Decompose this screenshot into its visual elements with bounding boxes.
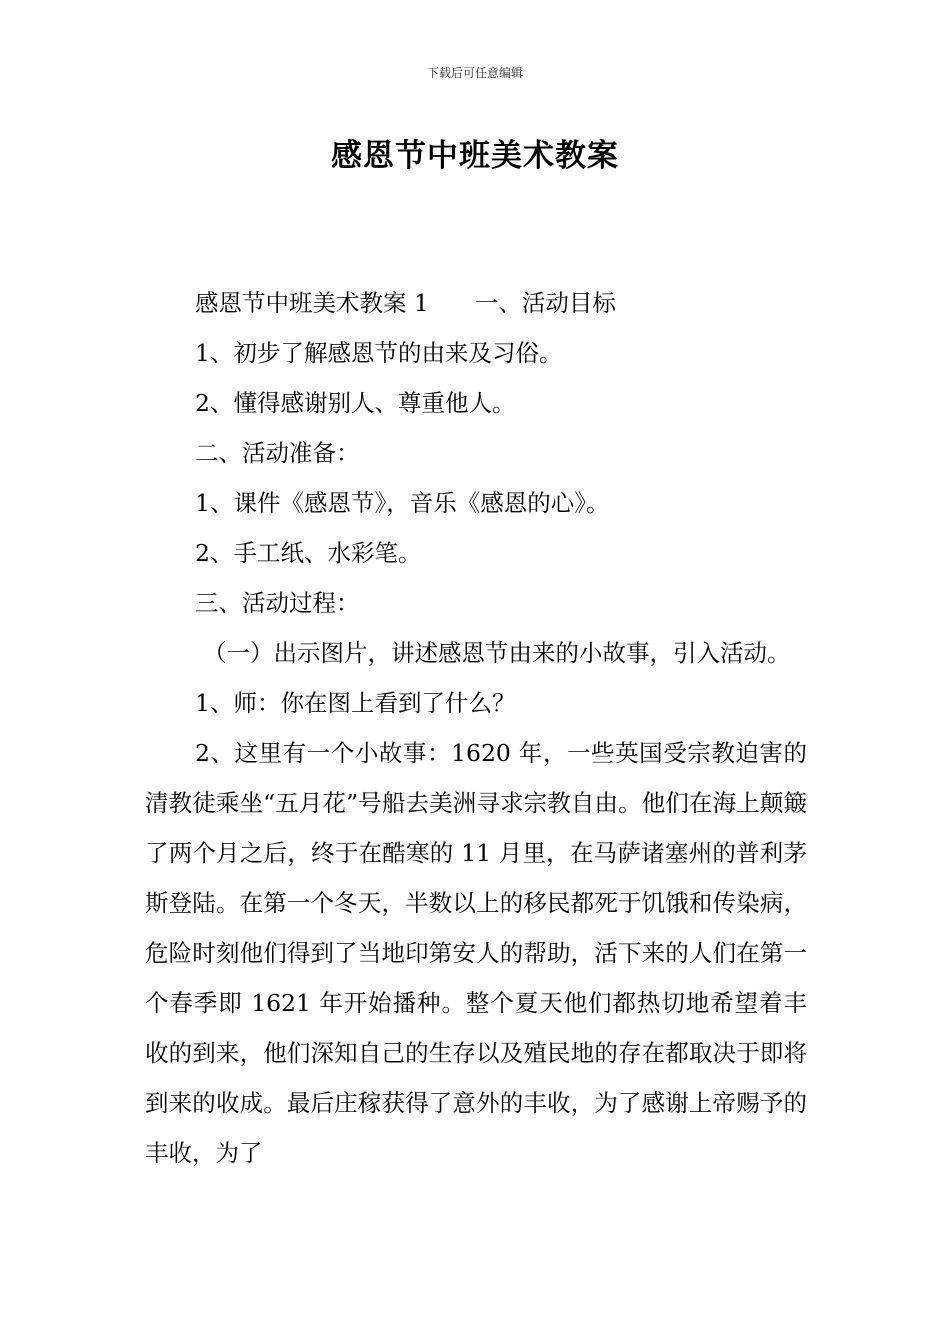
paragraph: 1、师：你在图上看到了什么？ bbox=[195, 689, 516, 717]
paragraph: 1、课件《感恩节》，音乐《感恩的心》。 bbox=[195, 489, 610, 517]
document-body bbox=[145, 278, 807, 1178]
section-heading-goals: 一、活动目标 bbox=[474, 289, 616, 317]
document-title: 感恩节中班美术教案 bbox=[331, 138, 619, 174]
story-paragraph: 2、这里有一个小故事：1620 年，一些英国受宗教迫害的清教徒乘坐“五月花”号船去美洲寻求宗教自由。他们在海上颠簸了两个月之后，终于在酷寒的 11 月里，在马萨诸塞州的普利茅斯登陆。在第一个冬天，半数以上的移民都死于饥饿和传染病，危险时刻他们得到了当地印第安人的帮助，活下来的人们在第一个春季即 1621 年开始播种。整个夏天他们都热切地希望着丰收的到来，他们深知自己的生存以及殖民地的存在都取决于即将到来的收成。最后庄稼获得了意外的丰收，为了感谢上帝赐予的丰收，为了 bbox=[145, 739, 807, 1167]
intro-title: 感恩节中班美术教案 1 bbox=[195, 289, 429, 317]
paragraph: 2、手工纸、水彩笔。 bbox=[195, 539, 422, 567]
section-heading-process: 三、活动过程： bbox=[195, 589, 360, 617]
section-heading-preparation: 二、活动准备： bbox=[195, 439, 360, 467]
paragraph: 2、懂得感谢别人、尊重他人。 bbox=[195, 389, 516, 417]
paragraph: 1、初步了解感恩节的由来及习俗。 bbox=[195, 339, 563, 367]
paragraph: （一）出示图片，讲述感恩节由来的小故事，引入活动。 bbox=[203, 639, 791, 667]
header-note: 下载后可任意编辑 bbox=[426, 66, 523, 80]
intro-line bbox=[145, 278, 807, 328]
